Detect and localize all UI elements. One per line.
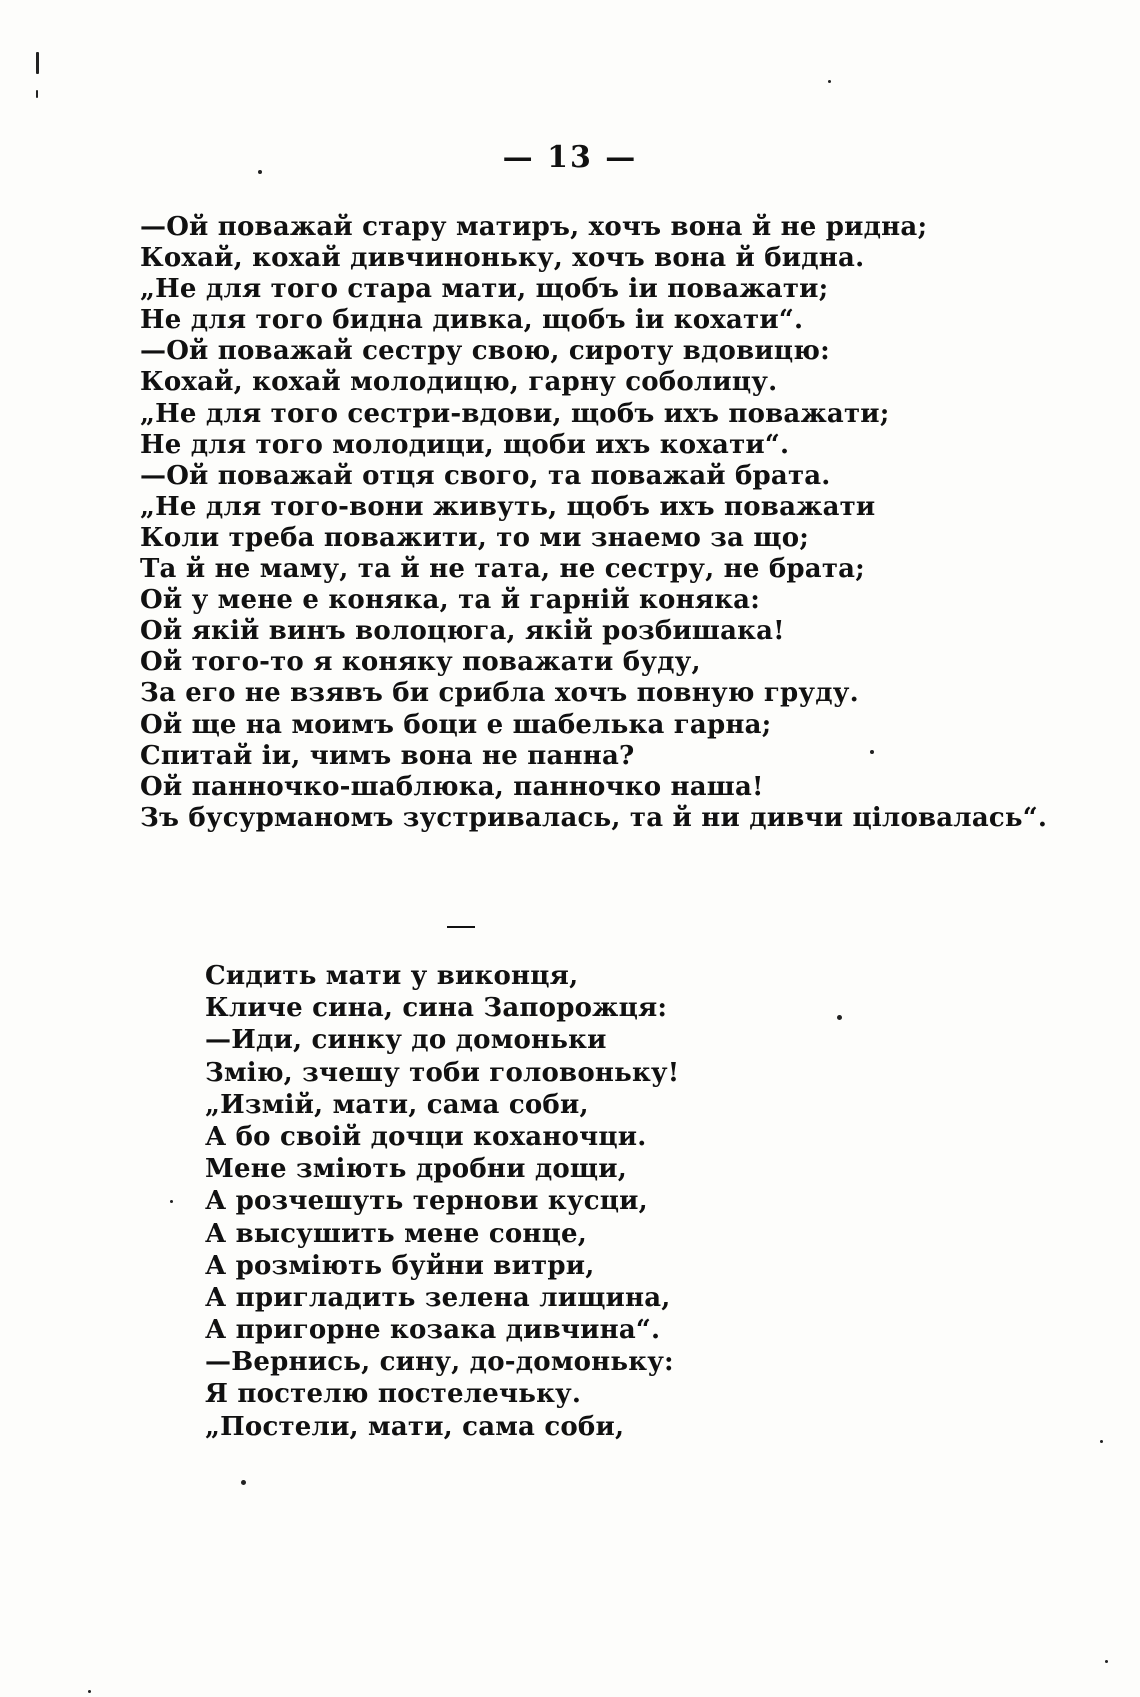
- poem-line: А пригорне козака дивчина“.: [205, 1315, 661, 1346]
- poem-line: „Не для того-вони живуть, щобъ ихъ поважати: [140, 491, 876, 522]
- scan-speck: [828, 80, 831, 83]
- poem-line: „Не для того сестри-вдови, щобъ ихъ поважати;: [140, 398, 890, 429]
- poem-line: А высушить мене сонце,: [205, 1218, 588, 1249]
- scan-speck: [36, 52, 39, 74]
- poem-line: Кохай, кохай дивчиноньку, хочъ вона й бидна.: [140, 243, 865, 274]
- poem-line: —Ой поважай отця свого, та поважай брата.: [140, 460, 831, 491]
- poem-line: Змію, зчешу тоби головоньку!: [205, 1057, 680, 1088]
- poem-line: Та й не маму, та й не тата, не сестру, не брата;: [140, 554, 865, 585]
- poem-line: А розчешуть тернови кусци,: [205, 1186, 648, 1217]
- poem-line: За его не взявъ би срибла хочъ повную груду.: [140, 678, 859, 709]
- poem-line: Кохай, кохай молодицю, гарну соболицу.: [140, 367, 778, 398]
- poem-line: Я постелю постелечьку.: [205, 1379, 582, 1410]
- poem-line: „Не для того стара мати, щобъ іи поважати;: [140, 274, 829, 305]
- poem-line: Ой ще на моимъ боци е шабелька гарна;: [140, 709, 772, 740]
- poem-line: Ой панночко-шаблюка, панночко наша!: [140, 771, 764, 802]
- scan-speck: [1105, 1660, 1108, 1663]
- scan-speck: [36, 90, 38, 98]
- poem-line: „Измій, мати, сама соби,: [205, 1089, 589, 1120]
- poem-line: Спитай іи, чимъ вона не панна?: [140, 740, 635, 771]
- poem-line: Зъ бусурманомъ зустривалась, та й ни дивчи цiловалась“.: [140, 802, 1048, 833]
- poem-line: Кличе сина, сина Запорожця:: [205, 993, 668, 1024]
- poem-line: —Вернись, сину, до-домоньку:: [205, 1347, 674, 1378]
- scan-speck: [258, 170, 262, 174]
- section-separator: [447, 926, 475, 928]
- scan-speck: [88, 1690, 91, 1693]
- scan-speck: [837, 1015, 842, 1020]
- poem-line: Коли треба поважити, то ми знаемо за що;: [140, 522, 810, 553]
- poem-line: „Постели, мати, сама соби,: [205, 1411, 625, 1442]
- poem-line: —Ой поважай стару матиръ, хочъ вона й не ридна;: [140, 212, 928, 242]
- poem-line: А бо своій дочци коханочци.: [205, 1121, 647, 1152]
- scan-speck: [170, 1200, 173, 1203]
- poem-line: А пригладить зелена лищина,: [205, 1282, 671, 1313]
- poem-line: Ой якій винъ волоцюга, якій розбишака!: [140, 616, 785, 647]
- poem-stanza-2: [205, 960, 1005, 1443]
- poem-line: Не для того молодици, щоби ихъ кохати“.: [140, 429, 790, 460]
- poem-line: А розміють буйни витри,: [205, 1250, 595, 1281]
- poem-line: Ой у мене е коняка, та й гарній коняка:: [140, 585, 761, 616]
- poem-line: Ой того-то я коняку поважати буду,: [140, 647, 701, 678]
- poem-line: Сидить мати у виконця,: [205, 961, 579, 991]
- poem-stanza-1: [140, 212, 1048, 834]
- page-number: — 13 —: [502, 140, 638, 175]
- poem-line: Не для того бидна дивка, щобъ іи кохати“.: [140, 305, 804, 336]
- scan-speck: [241, 1480, 246, 1485]
- poem-line: —Иди, синку до домоньки: [205, 1025, 607, 1056]
- scan-speck: [870, 750, 874, 754]
- poem-line: —Ой поважай сестру свою, сироту вдовицю:: [140, 336, 830, 367]
- scan-speck: [1100, 1440, 1103, 1443]
- poem-line: Мене зміють дробни дощи,: [205, 1154, 627, 1185]
